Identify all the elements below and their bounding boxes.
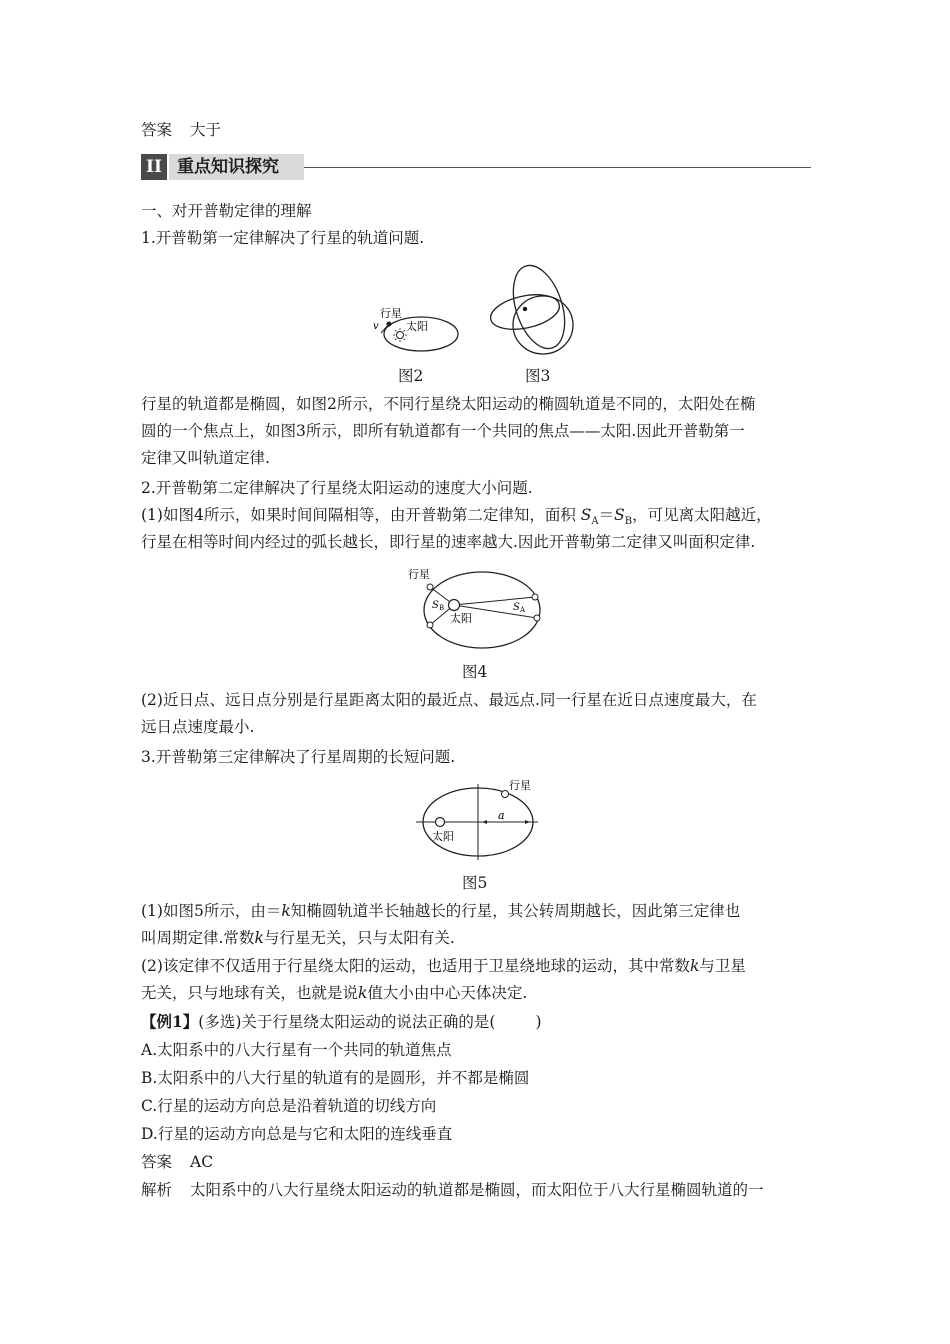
example-analysis-text: 太阳系中的八大行星绕太阳运动的轨道都是椭圆，而太阳位于八大行星椭圆轨道的一 bbox=[190, 1181, 764, 1199]
law3-p1-l2a: 叫周期定律.常数 bbox=[141, 929, 255, 947]
fig4-planet-a2 bbox=[534, 615, 540, 621]
fig2-sun-icon bbox=[397, 332, 404, 339]
para1-line-2: 圆的一个焦点上，如图3所示，即所有轨道都有一个共同的焦点——太阳.因此开普勒第一 bbox=[141, 422, 745, 440]
law1-title: 1.开普勒第一定律解决了行星的轨道问题. bbox=[141, 229, 425, 247]
law2-eq: ＝ bbox=[598, 506, 615, 524]
example-stem-end: ) bbox=[535, 1013, 542, 1031]
option-d: D.行星的运动方向总是与它和太阳的连线垂直 bbox=[141, 1125, 453, 1143]
fig5-planet bbox=[502, 791, 509, 798]
heading-1: 一、对开普勒定律的理解 bbox=[141, 202, 312, 220]
law2-sa: S bbox=[580, 506, 592, 524]
fig5-sun-label: 太阳 bbox=[432, 830, 454, 843]
law2-title: 2.开普勒第二定律解决了行星绕太阳运动的速度大小问题. bbox=[141, 479, 533, 497]
law2-p1-line-2: 行星在相等时间内经过的弧长越长，即行星的速率越大.因此开普勒第二定律又叫面积定律. bbox=[141, 533, 756, 551]
fig4-sun bbox=[449, 600, 460, 611]
fig3-orbit-2 bbox=[487, 289, 562, 335]
law2-p2-line-1: (2)近日点、远日点分别是行星距离太阳的最近点、最远点.同一行星在近日点速度最大，在 bbox=[141, 691, 757, 709]
figure-2 bbox=[370, 300, 470, 360]
law3-p1-a: (1)如图5所示，由＝ bbox=[141, 902, 282, 920]
section-header bbox=[141, 153, 811, 183]
fig2-velocity-arrow bbox=[381, 324, 389, 333]
option-a: A.太阳系中的八大行星有一个共同的轨道焦点 bbox=[141, 1041, 452, 1059]
fig2-v-label: v bbox=[373, 321, 379, 332]
section-number: II bbox=[141, 154, 167, 180]
fig5-sun bbox=[436, 818, 445, 827]
fig3-caption: 图3 bbox=[525, 367, 551, 385]
fig4-planet-b2 bbox=[427, 622, 433, 628]
example-analysis-label: 解析 bbox=[141, 1181, 173, 1199]
fig2-planet-label: 行星 bbox=[380, 307, 402, 320]
law3-p1-line-1 bbox=[141, 901, 821, 921]
fig5-a-label: a bbox=[498, 809, 505, 822]
law2-sa-sub: A bbox=[591, 516, 599, 528]
fig5-planet-label: 行星 bbox=[509, 779, 531, 792]
answer-value: 大于 bbox=[190, 121, 222, 139]
fig4-sb-label: S bbox=[432, 600, 439, 611]
option-b: B.太阳系中的八大行星的轨道有的是圆形，并不都是椭圆 bbox=[141, 1069, 530, 1087]
law3-p2-a: (2)该定律不仅适用于行星绕太阳的运动，也适用于卫星绕地球的运动，其中常数 bbox=[141, 957, 690, 975]
fig4-planet-a1 bbox=[532, 594, 538, 600]
law3-p2-line-2 bbox=[141, 983, 821, 1003]
fig4-sun-label: 太阳 bbox=[450, 612, 472, 625]
law2-p1-text-a: (1)如图4所示，如果时间间隔相等，由开普勒第二定律知，面积 bbox=[141, 506, 576, 524]
answer-label: 答案 bbox=[141, 121, 173, 139]
law3-p1-b: 知椭圆轨道半长轴越长的行星，其公转周期越长，因此第三定律也 bbox=[290, 902, 741, 920]
fig4-line-a1 bbox=[454, 597, 535, 605]
law2-p1-text-b: ，可见离太阳越近， bbox=[632, 506, 772, 524]
section-title: 重点知识探究 bbox=[177, 157, 279, 177]
fig2-sun-label: 太阳 bbox=[406, 320, 428, 333]
para1-line-3: 定律又叫轨道定律. bbox=[141, 449, 270, 467]
law3-p2-line-1 bbox=[141, 956, 821, 976]
section-rule bbox=[304, 167, 811, 168]
fig4-sa-sub: A bbox=[520, 606, 526, 614]
example-answer-label: 答案 bbox=[141, 1153, 173, 1171]
fig5-caption: 图5 bbox=[462, 874, 488, 892]
example-tag: 【例1】 bbox=[141, 1012, 199, 1031]
law3-title: 3.开普勒第三定律解决了行星周期的长短问题. bbox=[141, 748, 456, 766]
example-analysis bbox=[141, 1180, 821, 1200]
figure-3 bbox=[485, 255, 585, 360]
law2-p1-line-1 bbox=[141, 505, 821, 532]
top-answer-line bbox=[141, 120, 821, 140]
example-stem-text: (多选)关于行星绕太阳运动的说法正确的是( bbox=[198, 1013, 496, 1031]
option-c: C.行星的运动方向总是沿着轨道的切线方向 bbox=[141, 1097, 437, 1115]
fig5-arrow-left bbox=[482, 820, 487, 824]
law3-p2-l2b: 值大小由中心天体决定. bbox=[367, 984, 528, 1002]
fig2-sun-rays bbox=[393, 328, 407, 342]
example-stem bbox=[141, 1012, 821, 1032]
example-answer bbox=[141, 1152, 821, 1172]
fig3-sun-focus bbox=[523, 307, 527, 311]
fig5-arrow-right bbox=[525, 820, 530, 824]
law3-p2-l2k: k bbox=[358, 984, 368, 1002]
fig4-sb-sub: B bbox=[439, 604, 445, 612]
figure-4 bbox=[405, 562, 550, 654]
para1-line-1: 行星的轨道都是椭圆，如图2所示，不同行星绕太阳运动的椭圆轨道是不同的，太阳处在椭 bbox=[141, 395, 756, 413]
fig4-caption: 图4 bbox=[462, 663, 488, 681]
law2-sb: S bbox=[614, 506, 625, 524]
law2-sb-sub: B bbox=[624, 516, 633, 528]
law3-p1-line-2 bbox=[141, 928, 821, 948]
figure-5 bbox=[412, 774, 542, 864]
law3-p2-l2a: 无关，只与地球有关，也就是说 bbox=[141, 984, 359, 1002]
law3-p1-l2k: k bbox=[254, 929, 264, 947]
fig2-caption: 图2 bbox=[398, 367, 424, 385]
law3-p2-b: 与卫星 bbox=[699, 957, 746, 975]
law3-p2-k: k bbox=[689, 957, 700, 975]
law3-p1-l2b: 与行星无关，只与太阳有关. bbox=[263, 929, 455, 947]
example-answer-value: AC bbox=[190, 1153, 214, 1171]
fig4-planet-b1 bbox=[427, 584, 433, 590]
law3-p1-k: k bbox=[281, 902, 291, 920]
fig4-sa-label: S bbox=[513, 602, 520, 613]
fig4-planet-label: 行星 bbox=[408, 568, 430, 581]
law2-p2-line-2: 远日点速度最小. bbox=[141, 718, 255, 736]
fig3-orbit-1 bbox=[504, 259, 574, 355]
